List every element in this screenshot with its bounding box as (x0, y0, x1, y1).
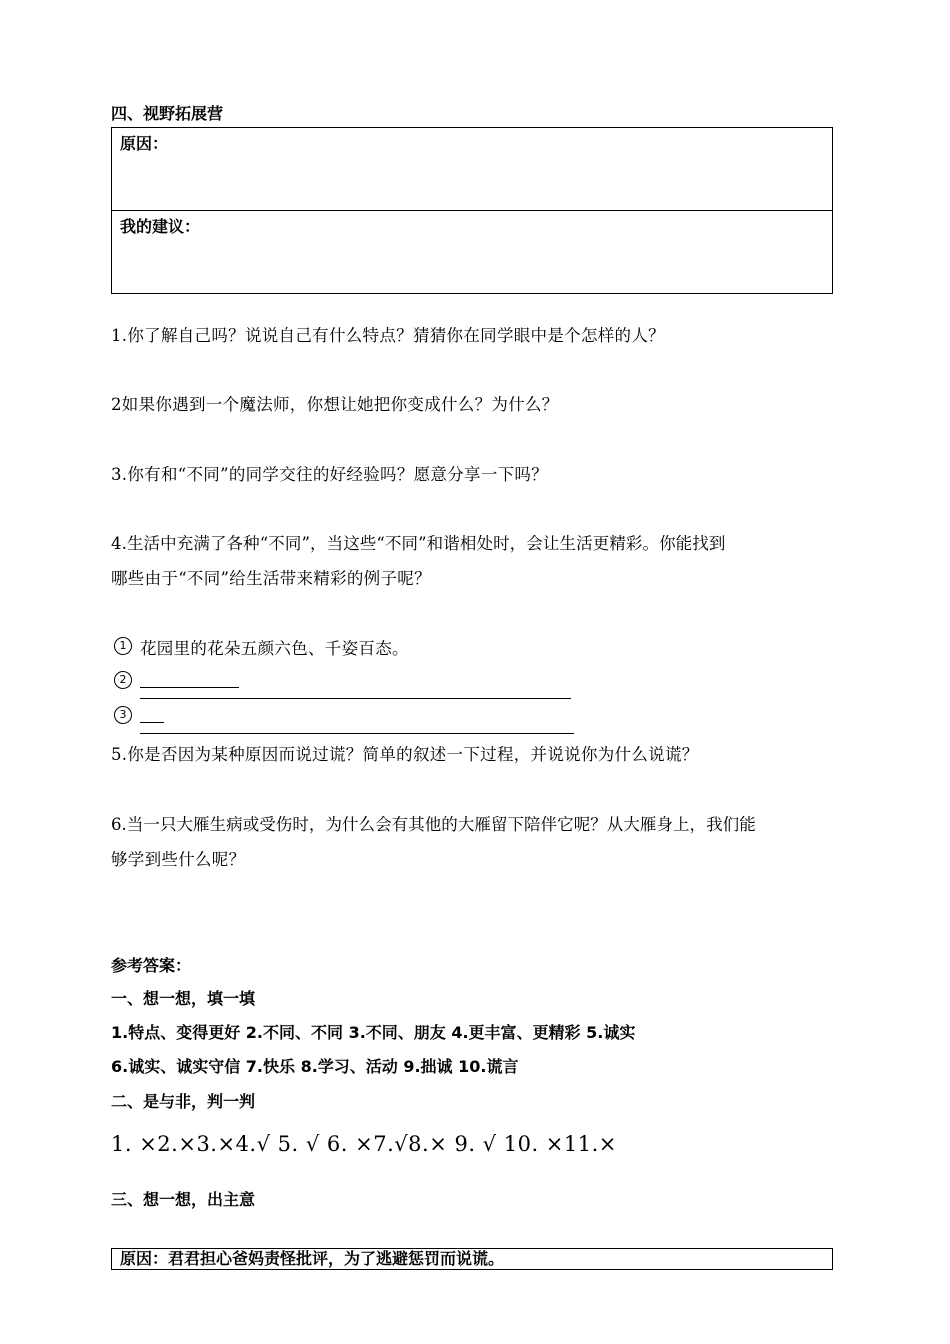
answers-part-1-line-1: 1.特点、变得更好 2.不同、不同 3.不同、朋友 4.更丰富、更精彩 5.诚实 (111, 1023, 636, 1042)
question-6-line-1: 6.当一只大雁生病或受伤时，为什么会有其他的大雁留下陪伴它呢？从大雁身上，我们能 (111, 815, 756, 834)
answer-blank-line-3a (140, 722, 164, 723)
answers-title: 参考答案： (111, 956, 192, 975)
example-number-3: 3 (114, 706, 132, 724)
question-6-line-2: 够学到些什么呢？ (111, 850, 246, 869)
suggestion-label: 我的建议： (120, 217, 201, 236)
answers-part-1-title: 一、想一想，填一填 (111, 989, 256, 1008)
question-4-line-2: 哪些由于“不同”给生活带来精彩的例子呢？ (111, 569, 431, 588)
answer-blank-line-2a (140, 687, 239, 688)
example-number-2: 2 (114, 671, 132, 689)
question-3: 3.你有和“不同”的同学交往的好经验吗？愿意分享一下吗？ (111, 465, 549, 484)
reason-label: 原因： (120, 134, 169, 153)
answers-part-2-line: 1. ×2.×3.×4.√ 5. √ 6. ×7.√8.× 9. √ 10. ×11.× (111, 1132, 617, 1156)
example-1-text: 花园里的花朵五颜六色、千姿百态。 (140, 639, 409, 658)
example-number-1: 1 (114, 637, 132, 655)
answer-reason-box (111, 1248, 833, 1270)
reason-suggestion-table (111, 127, 833, 294)
answer-reason-text: 原因：君君担心爸妈责怪批评，为了逃避惩罚而说谎。 (120, 1249, 505, 1268)
table-divider (112, 210, 832, 211)
question-1: 1.你了解自己吗？说说自己有什么特点？猜猜你在同学眼中是个怎样的人？ (111, 326, 665, 345)
question-2: 2如果你遇到一个魔法师，你想让她把你变成什么？为什么？ (111, 395, 559, 414)
question-4-line-1: 4.生活中充满了各种“不同”，当这些“不同”和谐相处时，会让生活更精彩。你能找到 (111, 534, 726, 553)
section-title: 四、视野拓展营 (111, 104, 224, 123)
question-5: 5.你是否因为某种原因而说过谎？简单的叙述一下过程，并说说你为什么说谎？ (111, 745, 699, 764)
answer-blank-line-3b (140, 733, 574, 734)
answers-part-3-title: 三、想一想，出主意 (111, 1190, 256, 1209)
answer-blank-line-2b (140, 698, 571, 699)
answers-part-2-title: 二、是与非，判一判 (111, 1092, 256, 1111)
answers-part-1-line-2: 6.诚实、诚实守信 7.快乐 8.学习、活动 9.拙诚 10.谎言 (111, 1057, 519, 1076)
